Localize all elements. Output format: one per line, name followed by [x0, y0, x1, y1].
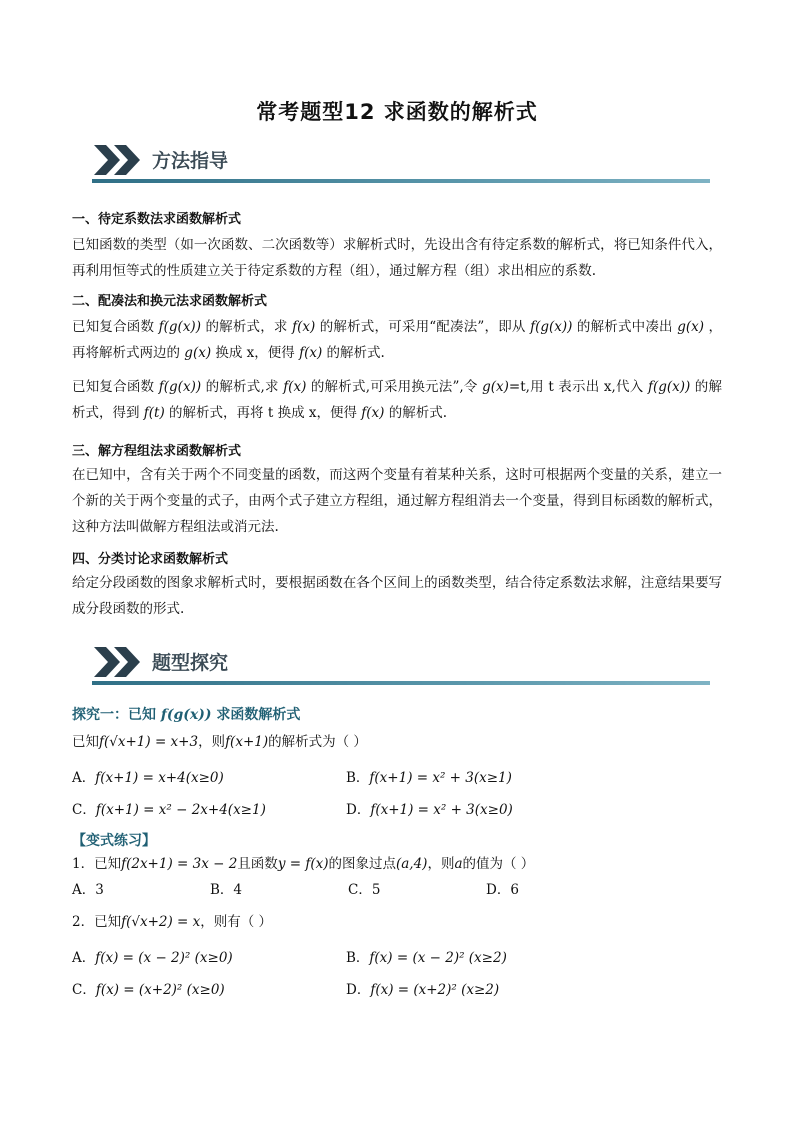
banner-label: 方法指导 — [152, 150, 229, 172]
section-banner-method — [90, 140, 710, 184]
q2-option-d[interactable]: D．f(x) = (x+2)² (x≥2) — [346, 982, 500, 998]
question-stem: 已知f(√x+1) = x+3，则f(x+1)的解析式为（ ） — [72, 734, 367, 750]
banner-underline — [92, 179, 710, 183]
option-d[interactable]: D．f(x+1) = x² + 3(x≥0) — [346, 802, 513, 818]
q2-option-c[interactable]: C．f(x) = (x+2)² (x≥0) — [72, 982, 225, 998]
q1-option-b[interactable]: B．4 — [210, 882, 243, 898]
section-paragraph: 给定分段函数的图象求解析式时，要根据函数在各个区间上的函数类型，结合待定系数法求解，注意结果要写成分段函数的形式. — [72, 575, 722, 617]
section-paragraph: 已知复合函数 f(g(x)) 的解析式,求 f(x) 的解析式,可采用换元法”,令 g(x)=t,用 t 表示出 x,代入 f(g(x)) 的解析式，得到 f(t) 的解析式，再将 t 换成 x，便得 f(x) 的解析式. — [72, 379, 722, 421]
explore-heading: 探究一：已知 f(g(x)) 求函数解析式 — [72, 707, 301, 723]
question-1-stem: 1．已知f(2x+1) = 3x − 2且函数y = f(x)的图象过点(a,4)，则a的值为（ ） — [72, 856, 535, 872]
option-c[interactable]: C．f(x+1) = x² − 2x+4(x≥1) — [72, 802, 266, 818]
section-heading: 一、待定系数法求函数解析式 — [72, 212, 242, 227]
q1-option-a[interactable]: A．3 — [72, 882, 104, 898]
double-chevron-icon — [92, 142, 144, 178]
section-paragraph: 已知复合函数 f(g(x)) 的解析式，求 f(x) 的解析式，可采用“配凑法”，即从 f(g(x)) 的解析式中凑出 g(x) ，再将解析式两边的 g(x) 换成 x，便得 f(x) 的解析式. — [72, 319, 722, 361]
q1-option-d[interactable]: D．6 — [486, 882, 519, 898]
option-a[interactable]: A．f(x+1) = x+4(x≥0) — [72, 770, 224, 786]
q1-option-c[interactable]: C．5 — [348, 882, 381, 898]
section-heading: 四、分类讨论求函数解析式 — [72, 552, 229, 567]
section-banner-explore — [90, 642, 710, 686]
section-paragraph: 已知函数的类型（如一次函数、二次函数等）求解析式时，先设出含有待定系数的解析式，将已知条件代入，再利用恒等式的性质建立关于待定系数的方程（组），通过解方程（组）求出相应的系数. — [72, 237, 722, 279]
page-title: 常考题型12 求函数的解析式 — [256, 100, 538, 124]
variant-heading: 【变式练习】 — [72, 833, 156, 849]
q2-option-a[interactable]: A．f(x) = (x − 2)² (x≥0) — [72, 950, 233, 966]
banner-underline — [92, 681, 710, 685]
q2-option-b[interactable]: B．f(x) = (x − 2)² (x≥2) — [346, 950, 507, 966]
question-2-stem: 2．已知f(√x+2) = x，则有（ ） — [72, 914, 273, 930]
section-paragraph: 在已知中，含有关于两个不同变量的函数，而这两个变量有着某种关系，这时可根据两个变量的关系，建立一个新的关于两个变量的式子，由两个式子建立方程组，通过解方程组消去一个变量，得到目标函数的解析式，这种方法叫做解方程组法或消元法. — [72, 467, 722, 535]
section-heading: 三、解方程组法求函数解析式 — [72, 444, 242, 459]
option-b[interactable]: B．f(x+1) = x² + 3(x≥1) — [346, 770, 512, 786]
double-chevron-icon — [92, 644, 144, 680]
banner-label: 题型探究 — [152, 652, 229, 674]
section-heading: 二、配凑法和换元法求函数解析式 — [72, 294, 268, 309]
